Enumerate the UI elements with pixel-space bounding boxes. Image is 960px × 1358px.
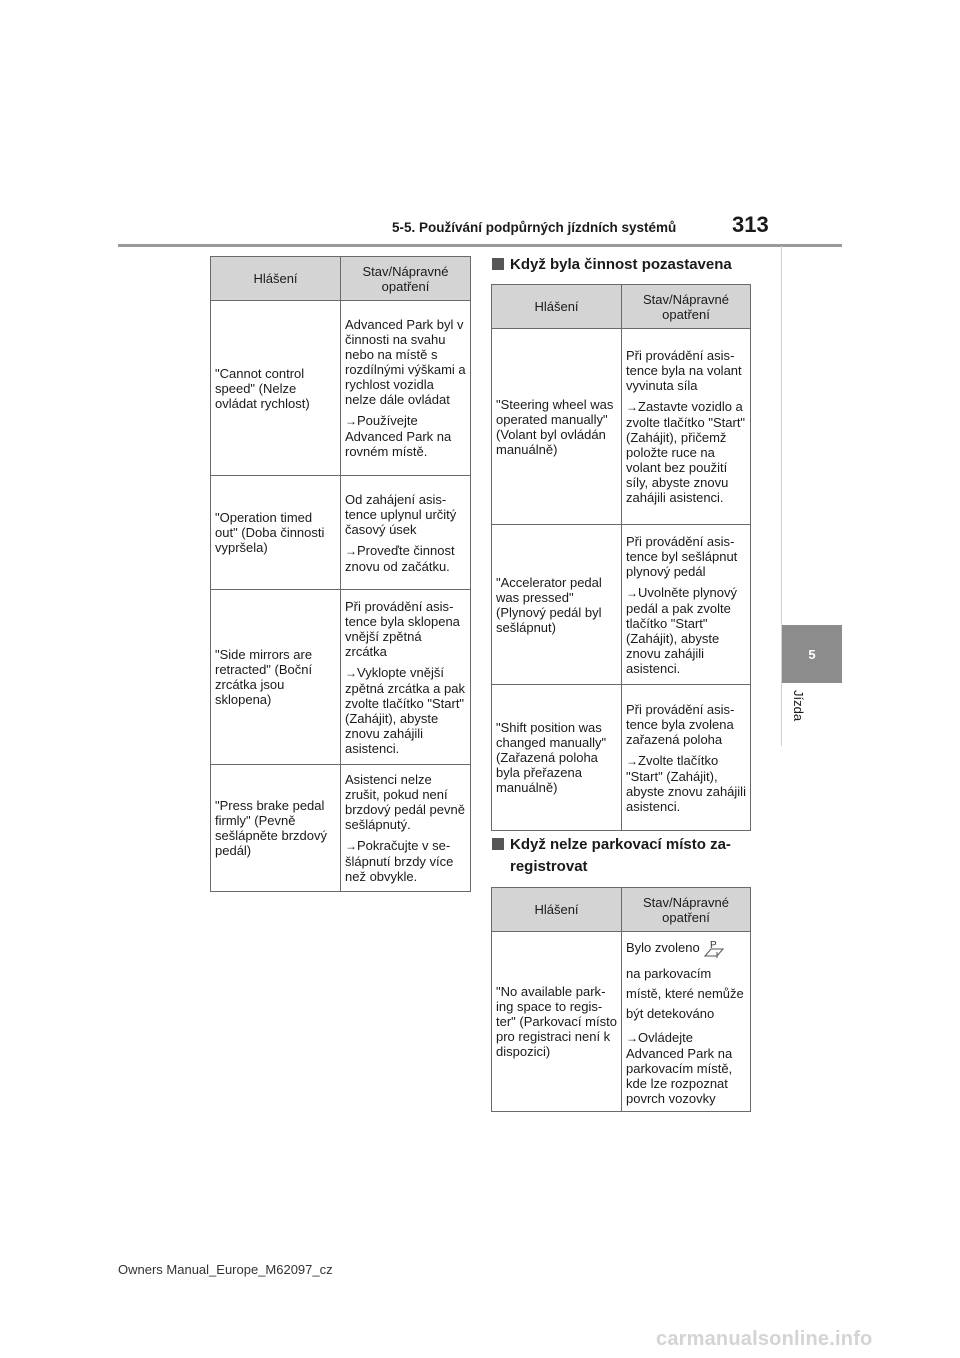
state-text: Bylo zvoleno P na parkovacím místě, které nemůže být detekováno (626, 939, 744, 1021)
arrow-icon: → (345, 414, 357, 428)
header-state: Stav/Nápravné opatření (622, 285, 751, 329)
register-message-table (491, 887, 751, 1112)
action-text: →Uvolněte plynový pedál a pak zvolte tlačítko "Start" (Zahájit), abyste znovu zahájili asistenci. (626, 584, 737, 676)
header-message: Hlášení (211, 257, 341, 301)
header-message: Hlášení (492, 285, 622, 329)
table-row (492, 932, 751, 1112)
state-cell (622, 685, 751, 831)
table-row (211, 590, 471, 765)
footer-text: Owners Manual_Europe_M62097_cz (118, 1262, 333, 1277)
action-text: →Pokračujte v sešlápnutí brzdy více než obvykle. (345, 838, 454, 884)
watermark: carmanualsonline.info (656, 1328, 873, 1350)
header-divider (118, 244, 842, 247)
paused-message-table (491, 284, 751, 831)
table-row (492, 685, 751, 831)
arrow-icon: → (345, 665, 357, 680)
section-title: 5-5. Používání podpůrných jízdních systémů (392, 220, 677, 235)
header-state: Stav/Nápravné opatření (622, 888, 751, 932)
action-text: →Zastavte vozidlo a zvolte tlačítko "Start" (Zahájit), přičemž položte ruce na volant bez použití síly, abyste znovu zahájili asistenci. (626, 399, 746, 505)
arrow-icon: → (626, 400, 638, 414)
state-cell (622, 932, 751, 1112)
action-text: →Vyklopte vnější zpětná zrcátka a pak zvolte tlačítko "Start" (Zahájit), abyste znovu zahájili asistenci. (345, 664, 465, 756)
arrow-icon: → (626, 585, 638, 600)
table-header-row (211, 257, 471, 301)
section-heading-register: Když nelze parkovací místo za- registrovat (492, 834, 731, 878)
bullet-square-icon (492, 258, 504, 270)
table-header-row (492, 888, 751, 932)
page-number: 313 (732, 212, 769, 237)
arrow-icon: → (345, 543, 357, 558)
left-message-table (210, 256, 471, 892)
state-cell (622, 329, 751, 525)
table-row (211, 301, 471, 476)
header-message: Hlášení (492, 888, 622, 932)
table-row (492, 329, 751, 525)
message-cell: "No available parking space to register" (Parkovací místo pro registraci není k dispozici) (492, 932, 622, 1112)
svg-text:P: P (710, 939, 718, 951)
state-text: Asistenci nelze zrušit, pokud není brzdový pedál pevně sešlápnutý. (345, 772, 465, 832)
message-cell: "Operation timed out" (Doba činnosti vypršela) (211, 476, 341, 590)
message-cell: "Steering wheel was operated manually" (Volant byl ovládán manuálně) (492, 329, 622, 525)
arrow-icon: → (626, 753, 638, 768)
message-cell: "Side mirrors are retracted" (Boční zrcátka jsou sklopena) (211, 590, 341, 765)
arrow-icon: → (626, 1030, 638, 1045)
table-row (211, 476, 471, 590)
state-text: Advanced Park byl v činnosti na svahu nebo na místě s rozdílnými výškami a rychlost vozidla nelze dále ovládat (345, 317, 466, 407)
message-cell: "Shift position was changed manually" (Zařazená poloha byla přeřazena manuálně) (492, 685, 622, 831)
state-text: Při provádění asistence byla na volant vyvinuta síla (626, 348, 742, 393)
bullet-square-icon (492, 838, 504, 850)
state-cell (341, 765, 471, 892)
state-text: Od zahájení asistence uplynul určitý časový úsek (345, 491, 457, 537)
message-cell: "Accelerator pedal was pressed" (Plynový pedál byl sešlápnut) (492, 525, 622, 685)
parking-space-icon (703, 938, 725, 964)
table-row (492, 525, 751, 685)
table-row (211, 765, 471, 892)
chapter-number: 5 (808, 646, 816, 662)
action-text: →Proveďte činnost znovu od začátku. (345, 542, 455, 574)
state-cell (341, 301, 471, 476)
state-text: Při provádění asistence byla sklopena vnější zpětná zrcátka (345, 598, 460, 659)
state-cell (341, 476, 471, 590)
arrow-icon: → (345, 839, 357, 853)
section-heading-paused: Když byla činnost pozastavena (492, 254, 732, 276)
state-text: Při provádění asistence byla zvolena zařazená poloha (626, 701, 735, 747)
header-state: Stav/Nápravné opatření (341, 257, 471, 301)
action-text: →Ovládejte Advanced Park na parkovacím místě, kde lze rozpoznat povrch vozovky (626, 1029, 733, 1106)
message-cell: "Cannot control speed" (Nelze ovládat rychlost) (211, 301, 341, 476)
action-text: →Zvolte tlačítko "Start" (Zahájit), abyste znovu zahájili asistenci. (626, 752, 746, 814)
state-cell (622, 525, 751, 685)
chapter-label: Jízda (791, 690, 806, 722)
state-text: Při provádění asistence byl sešlápnut plynový pedál (626, 533, 738, 579)
message-cell: "Press brake pedal firmly" (Pevně sešlápněte brzdový pedál) (211, 765, 341, 892)
state-cell (341, 590, 471, 765)
action-text: →Používejte Advanced Park na rovném místě. (345, 413, 452, 459)
table-header-row (492, 285, 751, 329)
chapter-tab[interactable] (782, 625, 842, 683)
